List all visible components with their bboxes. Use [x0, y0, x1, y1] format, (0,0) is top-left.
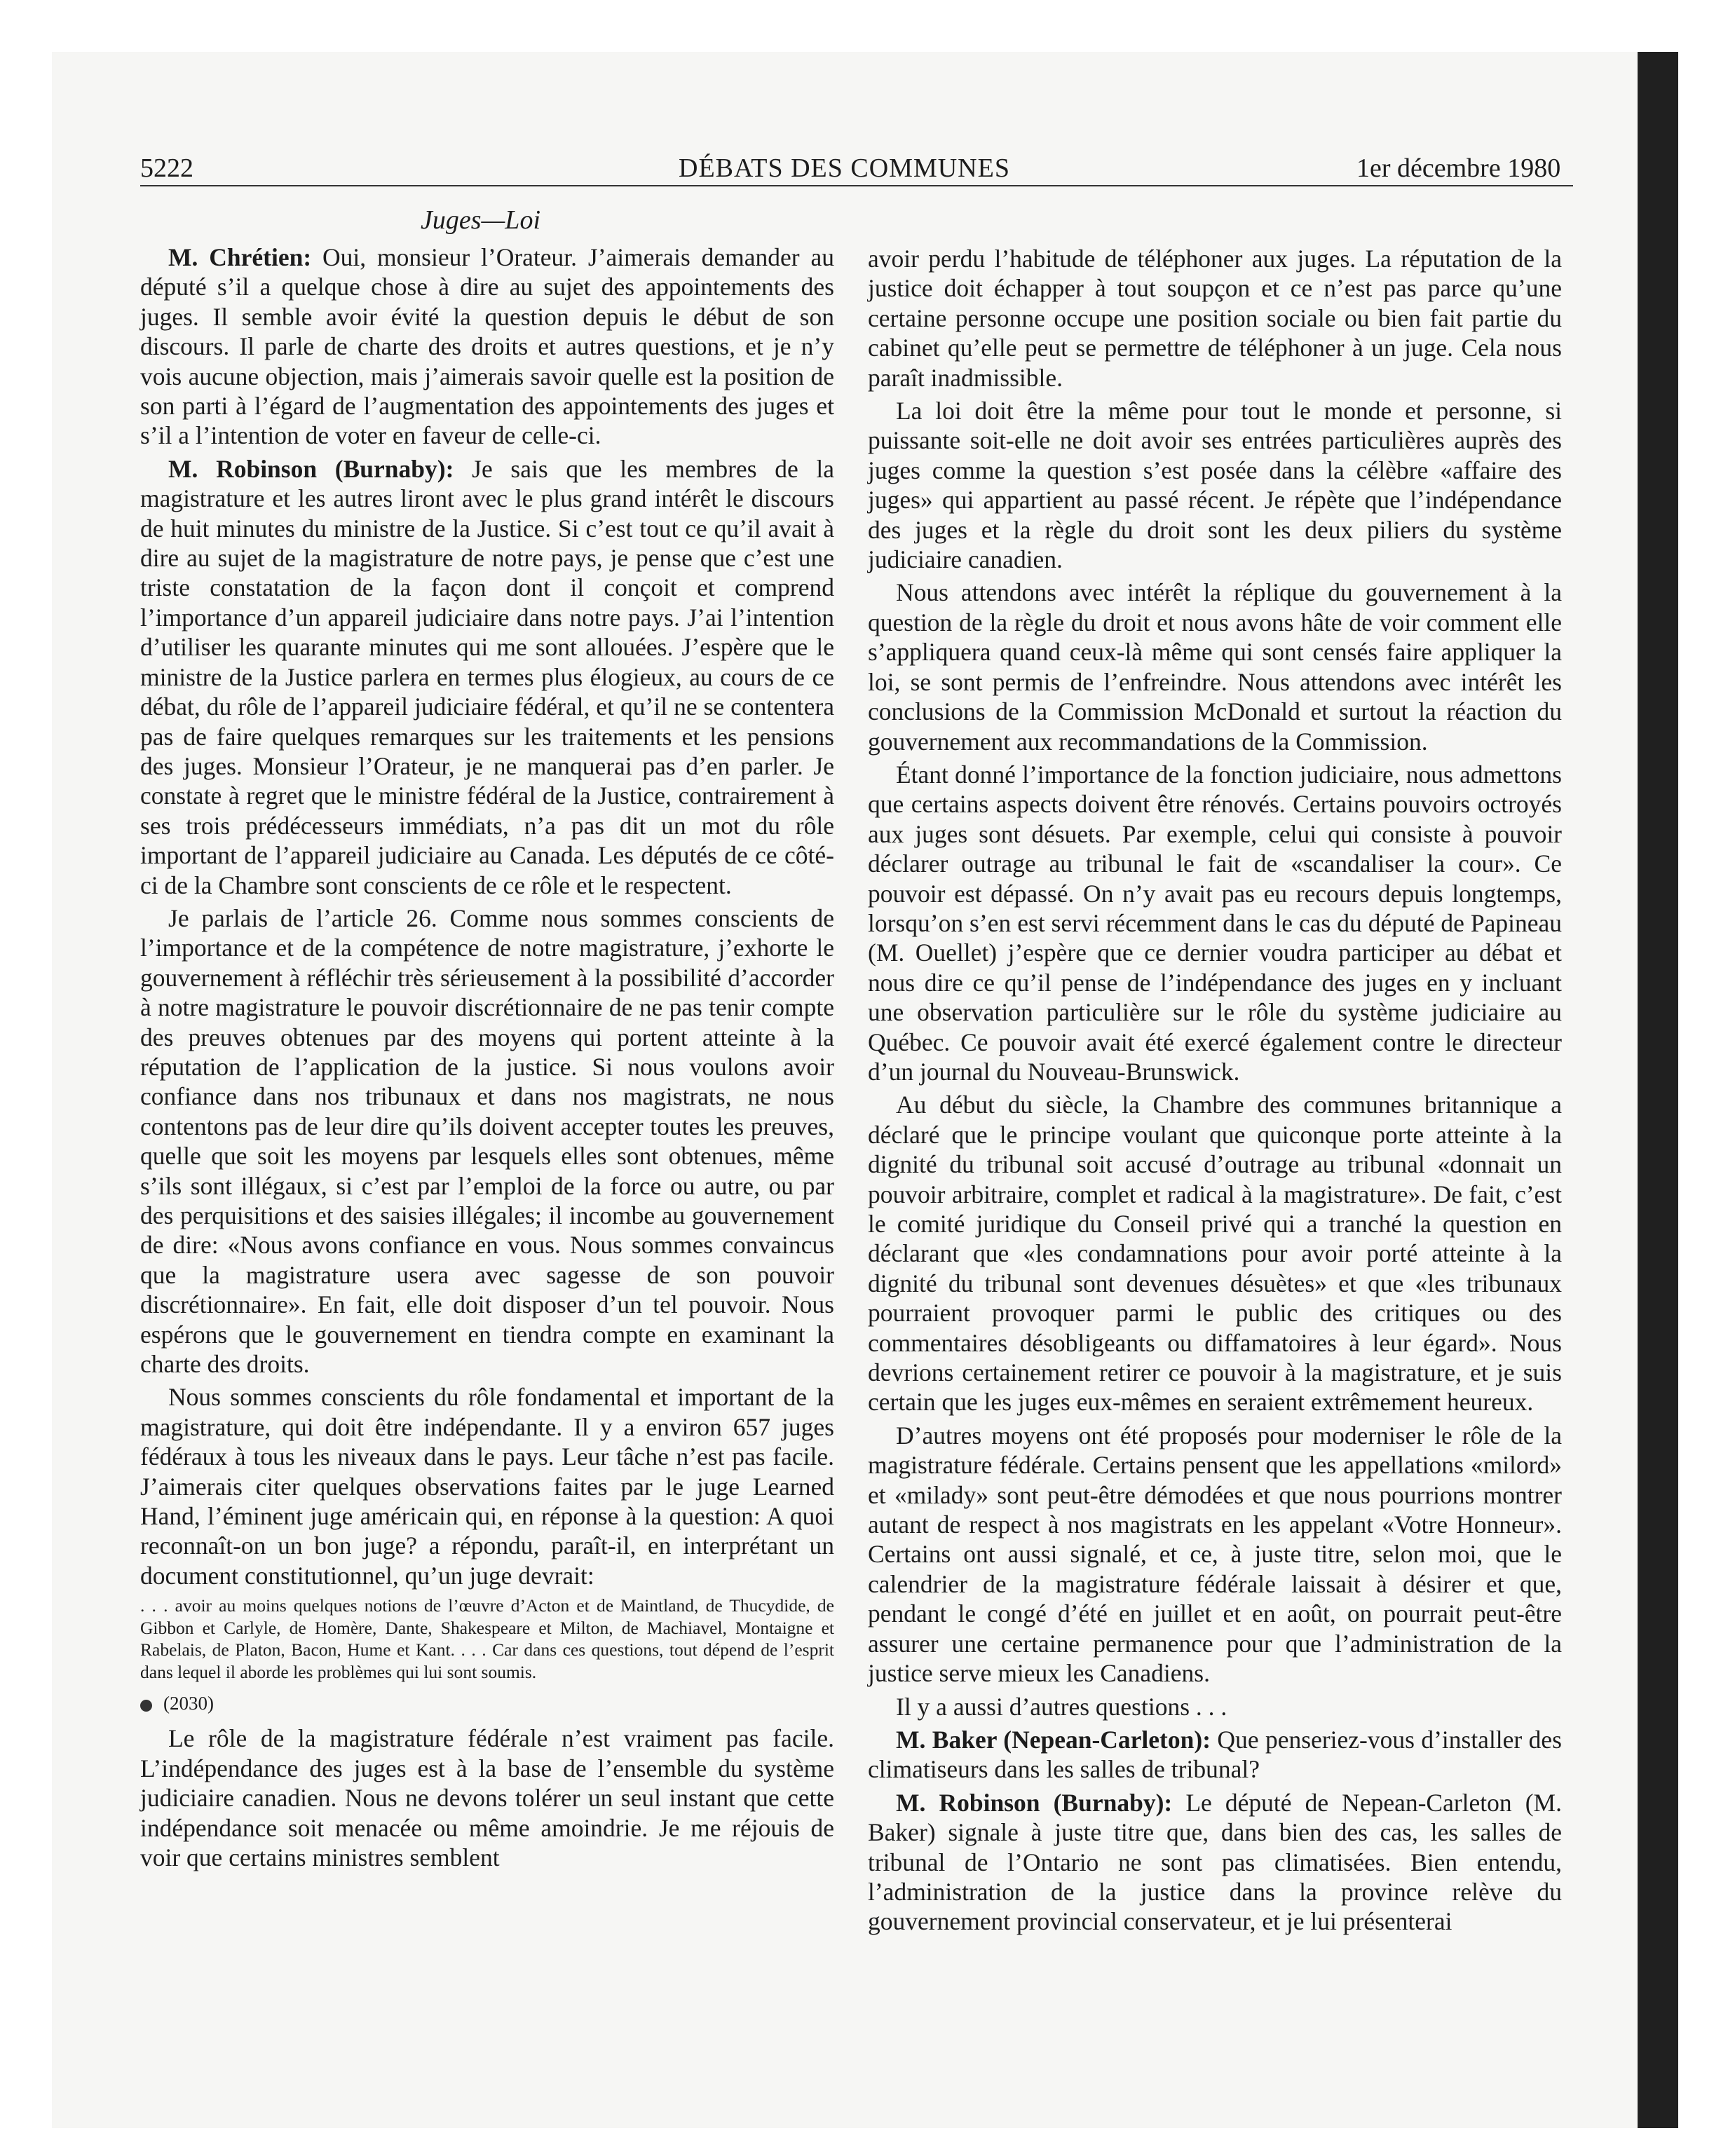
paragraph-text: Que penseriez-vous d’installer des climatiseurs dans les salles de tribunal?: [868, 1725, 1562, 1784]
speaker-name: M. Baker (Nepean-Carleton):: [896, 1725, 1211, 1754]
paragraph: Nous attendons avec intérêt la réplique du gouvernement à la question de la règle du droit et nous avons hâte de voir comment elle s’appliquera quand ceux-là même qui sont censés faire appliquer la loi, se sont permis de l’enfreindre. Nous attendons avec intérêt les conclusions de la Commission McDonald et surtout la réaction du gouvernement aux recommandations de la Commission.: [868, 578, 1562, 756]
speaker-name: M. Chrétien:: [168, 243, 312, 271]
paragraph: D’autres moyens ont été proposés pour moderniser le rôle de la magistrature fédérale. Certains pensent que les appellations «milord» et «milady» sont peut-être démodées et que nous pourrions montrer autant de respect à nos magistrats en les appelant «Votre Honneur». Certains ont aussi signalé, et ce, à juste titre, selon moi, que le calendrier de la magistrature fédérale laissait à désirer et que, pendant le congé d’été en juillet et en août, on pourrait peut-être assurer une certaine permanence pour que l’administration de la justice serve mieux les Canadiens.: [868, 1421, 1562, 1688]
paragraph: avoir perdu l’habitude de téléphoner aux juges. La réputation de la justice doit échapper à tout soupçon et ce n’est pas parce qu’une certaine personne occupe une position sociale ou bien fait partie du cabinet qu’elle peut se permettre de téléphoner à un juge. Cela nous paraît inadmissible.: [868, 245, 1562, 392]
paragraph: [140, 454, 834, 900]
header-rule: [140, 185, 1573, 186]
paragraph: Je parlais de l’article 26. Comme nous sommes conscients de l’importance et de la compétence de notre magistrature, j’exhorte le gouvernement à réfléchir très sérieusement à la possibilité d’accorder à notre magistrature le pouvoir discrétionnaire de ne pas tenir compte des preuves obtenues par des moyens qui portent atteinte à la réputation de l’application de la justice. Si nous voulons avoir confiance dans nos tribunaux et dans nos magistrats, ne nous contentons pas de leur dire qu’ils doivent accepter toutes les preuves, quelle que soit les moyens par lesquels elles sont obtenues, même s’ils sont illégaux, si c’est par l’emploi de la force ou autre, ou par des perquisitions et des saisies illégales; il incombe au gouvernement de dire: «Nous avons confiance en vous. Nous sommes convaincus que la magistrature usera avec sagesse de son pouvoir discrétionnaire». En fait, elle doit disposer d’un tel pouvoir. Nous espérons que le gouvernement en tiendra compte en examinant la charte des droits.: [140, 903, 834, 1379]
paragraph: La loi doit être la même pour tout le monde et personne, si puissante soit-elle ne doit avoir ses entrées particulières auprès des juges comme la question s’est posée dans la célèbre «affaire des juges» qui appartient au passé récent. Je répète que l’indépendance des juges et la règle du droit sont les deux piliers du système judiciaire canadien.: [868, 397, 1562, 574]
scan-edge-shadow: [1638, 52, 1678, 2128]
block-quote: . . . avoir au moins quelques notions de l’œuvre d’Acton et de Maintland, de Thucydide, de Gibbon et Carlyle, de Homère, Dante, Shakespeare et Milton, de Machiavel, Montaigne et Rabelais, de Platon, Bacon, Hume et Kant. . . . Car dans ces questions, tout dépend de l’esprit dans lequel il aborde les problèmes qui lui sont soumis.: [140, 1595, 834, 1682]
paragraph: Il y a aussi d’autres questions . . .: [896, 1692, 1227, 1721]
paragraph: [140, 243, 834, 451]
speaker-name: M. Robinson (Burnaby):: [896, 1788, 1173, 1817]
bullet-icon: [140, 1700, 152, 1712]
right-column: [868, 244, 1562, 1940]
paragraph: Nous sommes conscients du rôle fondamental et important de la magistrature, qui doit être indépendante. Il y a environ 657 juges fédéraux à tous les niveaux dans le pays. Leur tâche n’est pas facile. J’aimerais citer quelques observations faites par le juge Learned Hand, l’éminent juge américain qui, en réponse à la question: A quoi reconnaît-on un bon juge? a répondu, paraît-il, en interprétant un document constitutionnel, qu’un juge devrait:: [140, 1383, 834, 1590]
paragraph: Le rôle de la magistrature fédérale n’est vraiment pas facile. L’indépendance des juges est à la base de l’ensemble du système judiciaire canadien. Nous ne devons tolérer un seul instant que cette indépendance soit menacée ou même amoindrie. Je me réjouis de voir que certains ministres semblent: [140, 1724, 834, 1871]
left-column: [140, 243, 834, 1876]
time-marker-text: (2030): [163, 1693, 214, 1714]
paragraph-text: Oui, monsieur l’Orateur. J’aimerais demander au député s’il a quelque chose à dire au sujet des appointements des juges. Il semble avoir évité la question depuis le début de son discours. Il parle de charte des droits et autres questions, et je n’y vois aucune objection, mais j’aimerais savoir quelle est la position de son parti à l’égard de l’augmentation des appointements des juges et s’il a l’intention de voter en faveur de celle-ci.: [140, 243, 834, 450]
page-date: 1er décembre 1980: [1356, 153, 1561, 183]
section-title: Juges—Loi: [421, 205, 540, 235]
page-number: 5222: [140, 153, 193, 183]
paragraph-text: Je sais que les membres de la magistrature et les autres liront avec le plus grand intérêt le discours de huit minutes du ministre de la Justice. Si c’est tout ce qu’il avait à dire au sujet de la magistrature de notre pays, je pense que c’est une triste constatation de la façon dont il conçoit et comprend l’importance d’un appareil judiciaire dans notre pays. J’ai l’intention d’utiliser les quarante minutes qui me sont allouées. J’espère que le ministre de la Justice parlera en termes plus élogieux, au cours de ce débat, du rôle de l’appareil judiciaire fédéral, et qu’il ne se contentera pas de faire quelques remarques sur les traitements et les pensions des juges. Monsieur l’Orateur, je ne manquerai pas d’en parler. Je constate à regret que le ministre fédéral de la Justice, contrairement à ses trois prédécesseurs immédiats, n’a pas dit un mot du rôle important de l’appareil judiciaire au Canada. Les députés de ce côté-ci de la Chambre sont conscients de ce rôle et le respectent.: [140, 454, 835, 899]
journal-title: DÉBATS DES COMMUNES: [679, 153, 1010, 183]
paragraph: [868, 1725, 1562, 1785]
paragraph: [868, 1788, 1562, 1937]
speaker-name: M. Robinson (Burnaby):: [168, 454, 454, 483]
time-marker: [140, 1691, 834, 1715]
paragraph: Au début du siècle, la Chambre des communes britannique a déclaré que le principe voulant que quiconque porte atteinte à la dignité du tribunal soit accusé d’outrage au tribunal «donnait un pouvoir arbitraire, complet et radical à la magistrature». De fait, c’est le comité juridique du Conseil privé qui a tranché la question en déclarant que «les condamnations pour avoir porté atteinte à la dignité du tribunal sont devenues désuètes» et que «les tribunaux pourraient provoquer parmi le public des critiques ou des commentaires désobligeants ou diffamatoires à leur égard». Nous devrions certainement retirer ce pouvoir à la magistrature, et je suis certain que les juges eux-mêmes en seraient extrêmement heureux.: [868, 1091, 1562, 1417]
paragraph-text: Le député de Nepean-Carleton (M. Baker) signale à juste titre que, dans bien des cas, les salles de tribunal de l’Ontario ne sont pas climatisées. Bien entendu, l’administration de la justice dans la province relève du gouvernement provincial conservateur, et je lui présenterai: [868, 1788, 1563, 1936]
paragraph: Étant donné l’importance de la fonction judiciaire, nous admettons que certains aspects doivent être rénovés. Certains pouvoirs octroyés aux juges sont désuets. Par exemple, celui qui consiste à pouvoir déclarer outrage au tribunal le fait de «scandaliser la cour». Ce pouvoir est dépassé. On n’y avait pas eu recours depuis longtemps, lorsqu’on s’en est servi récemment dans le cas du député de Papineau (M. Ouellet) j’espère que ce dernier voudra participer au débat et nous dire ce qu’il pense de l’indépendance des juges en y incluant une observation particulière sur le rôle du système judiciaire au Québec. Ce pouvoir avait été exercé également contre le directeur d’un journal du Nouveau-Brunswick.: [868, 760, 1562, 1086]
